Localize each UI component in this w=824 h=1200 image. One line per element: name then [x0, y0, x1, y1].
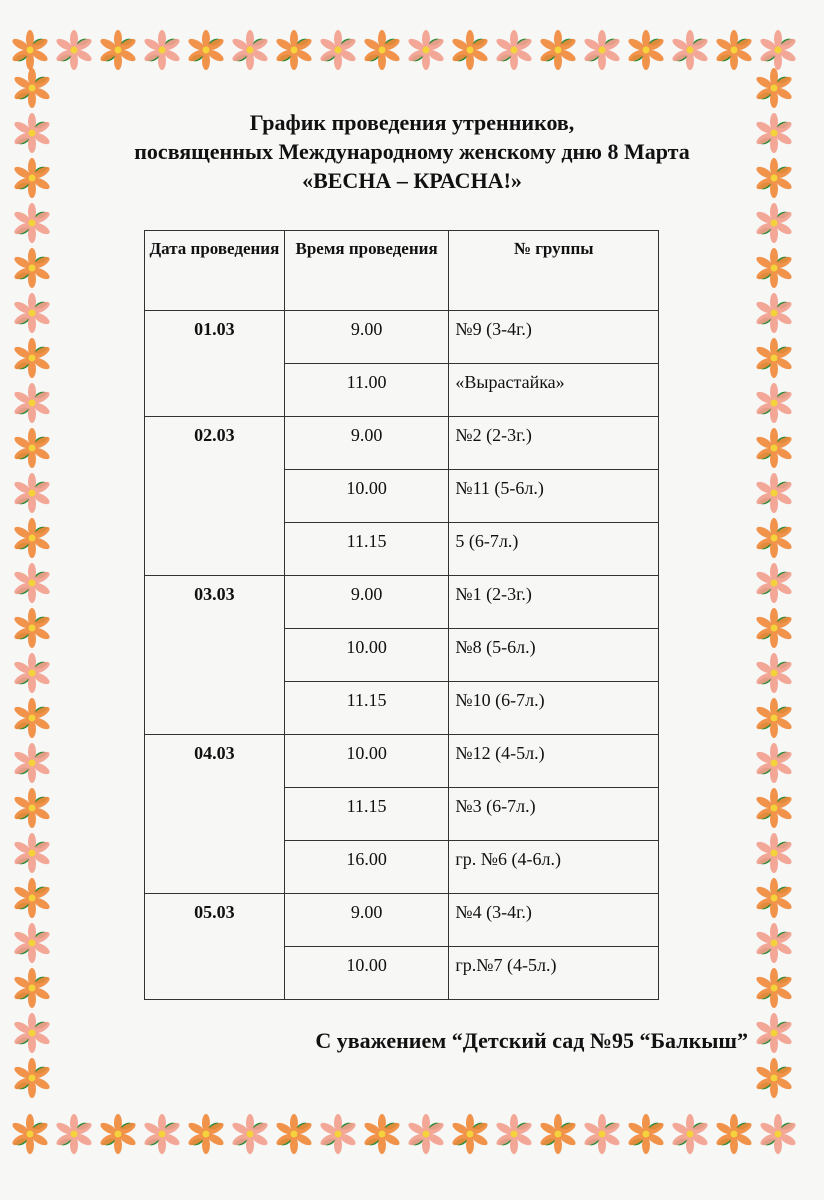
poinsettia-flower-icon	[494, 1114, 534, 1154]
group-cell: №1 (2-3г.)	[449, 576, 659, 629]
date-cell: 05.03	[145, 894, 285, 1000]
poinsettia-flower-icon	[406, 30, 446, 70]
poinsettia-flower-icon	[670, 30, 710, 70]
poinsettia-flower-icon	[714, 1114, 754, 1154]
schedule-table	[144, 230, 659, 1000]
page-title	[60, 108, 764, 195]
poinsettia-flower-icon	[714, 30, 754, 70]
poinsettia-flower-icon	[754, 428, 794, 468]
group-cell: №9 (3-4г.)	[449, 311, 659, 364]
poinsettia-flower-icon	[12, 1013, 52, 1053]
title-line-2: посвященных Международному женскому дню 8 Марта	[134, 139, 690, 164]
group-cell: гр.№7 (4-5л.)	[449, 947, 659, 1000]
poinsettia-flower-icon	[10, 1114, 50, 1154]
date-cell: 04.03	[145, 735, 285, 894]
time-cell: 9.00	[284, 311, 449, 364]
poinsettia-flower-icon	[754, 608, 794, 648]
poinsettia-flower-icon	[12, 563, 52, 603]
poinsettia-flower-icon	[230, 30, 270, 70]
date-cell: 03.03	[145, 576, 285, 735]
table-row	[145, 735, 659, 788]
table-row	[145, 894, 659, 947]
poinsettia-flower-icon	[754, 1013, 794, 1053]
poinsettia-flower-icon	[318, 1114, 358, 1154]
poinsettia-flower-icon	[12, 1058, 52, 1098]
poinsettia-flower-icon	[12, 113, 52, 153]
poinsettia-flower-icon	[406, 1114, 446, 1154]
poinsettia-flower-icon	[754, 1058, 794, 1098]
poinsettia-flower-icon	[12, 698, 52, 738]
poinsettia-flower-icon	[10, 30, 50, 70]
time-cell: 10.00	[284, 470, 449, 523]
poinsettia-flower-icon	[54, 30, 94, 70]
poinsettia-flower-icon	[758, 30, 798, 70]
poinsettia-flower-icon	[362, 30, 402, 70]
poinsettia-flower-icon	[754, 968, 794, 1008]
poinsettia-flower-icon	[754, 833, 794, 873]
poinsettia-flower-icon	[754, 653, 794, 693]
poinsettia-flower-icon	[754, 383, 794, 423]
poinsettia-flower-icon	[274, 30, 314, 70]
poinsettia-flower-icon	[538, 1114, 578, 1154]
poinsettia-flower-icon	[450, 30, 490, 70]
flower-border-bottom	[10, 1112, 800, 1156]
group-cell: №10 (6-7л.)	[449, 682, 659, 735]
poinsettia-flower-icon	[318, 30, 358, 70]
flower-border-right	[752, 68, 796, 1114]
poinsettia-flower-icon	[12, 608, 52, 648]
time-cell: 9.00	[284, 894, 449, 947]
poinsettia-flower-icon	[12, 203, 52, 243]
poinsettia-flower-icon	[12, 248, 52, 288]
poinsettia-flower-icon	[12, 518, 52, 558]
time-cell: 10.00	[284, 947, 449, 1000]
group-cell: гр. №6 (4-6л.)	[449, 841, 659, 894]
header-date: Дата проведения	[145, 231, 285, 311]
flower-border-top	[10, 28, 800, 72]
poinsettia-flower-icon	[582, 30, 622, 70]
poinsettia-flower-icon	[274, 1114, 314, 1154]
group-cell: №4 (3-4г.)	[449, 894, 659, 947]
signature: С уважением “Детский сад №95 “Балкыш”	[315, 1028, 748, 1053]
poinsettia-flower-icon	[754, 248, 794, 288]
poinsettia-flower-icon	[98, 30, 138, 70]
time-cell: 9.00	[284, 576, 449, 629]
poinsettia-flower-icon	[98, 1114, 138, 1154]
flower-border-left	[10, 68, 54, 1114]
title-line-3: «ВЕСНА – КРАСНА!»	[302, 168, 522, 193]
table-row	[145, 311, 659, 364]
title-line-1: График проведения утренников,	[249, 110, 575, 135]
poinsettia-flower-icon	[758, 1114, 798, 1154]
group-cell: 5 (6-7л.)	[449, 523, 659, 576]
poinsettia-flower-icon	[754, 743, 794, 783]
poinsettia-flower-icon	[626, 30, 666, 70]
header-time: Время проведения	[284, 231, 449, 311]
poinsettia-flower-icon	[142, 30, 182, 70]
poinsettia-flower-icon	[12, 653, 52, 693]
poinsettia-flower-icon	[12, 338, 52, 378]
time-cell: 11.15	[284, 788, 449, 841]
time-cell: 10.00	[284, 735, 449, 788]
group-cell: «Вырастайка»	[449, 364, 659, 417]
time-cell: 11.00	[284, 364, 449, 417]
poinsettia-flower-icon	[754, 338, 794, 378]
poinsettia-flower-icon	[670, 1114, 710, 1154]
poinsettia-flower-icon	[362, 1114, 402, 1154]
poinsettia-flower-icon	[12, 158, 52, 198]
poinsettia-flower-icon	[754, 68, 794, 108]
poinsettia-flower-icon	[582, 1114, 622, 1154]
poinsettia-flower-icon	[186, 30, 226, 70]
poinsettia-flower-icon	[12, 923, 52, 963]
poinsettia-flower-icon	[12, 68, 52, 108]
time-cell: 10.00	[284, 629, 449, 682]
poinsettia-flower-icon	[12, 383, 52, 423]
poinsettia-flower-icon	[12, 788, 52, 828]
poinsettia-flower-icon	[142, 1114, 182, 1154]
table-row	[145, 576, 659, 629]
group-cell: №2 (2-3г.)	[449, 417, 659, 470]
poinsettia-flower-icon	[450, 1114, 490, 1154]
poinsettia-flower-icon	[754, 473, 794, 513]
poinsettia-flower-icon	[754, 518, 794, 558]
group-cell: №8 (5-6л.)	[449, 629, 659, 682]
poinsettia-flower-icon	[186, 1114, 226, 1154]
poinsettia-flower-icon	[12, 743, 52, 783]
time-cell: 11.15	[284, 523, 449, 576]
poinsettia-flower-icon	[754, 788, 794, 828]
date-cell: 01.03	[145, 311, 285, 417]
poinsettia-flower-icon	[12, 968, 52, 1008]
poinsettia-flower-icon	[54, 1114, 94, 1154]
group-cell: №11 (5-6л.)	[449, 470, 659, 523]
time-cell: 16.00	[284, 841, 449, 894]
date-cell: 02.03	[145, 417, 285, 576]
poinsettia-flower-icon	[230, 1114, 270, 1154]
poinsettia-flower-icon	[12, 878, 52, 918]
header-group: № группы	[449, 231, 659, 311]
group-cell: №3 (6-7л.)	[449, 788, 659, 841]
poinsettia-flower-icon	[754, 203, 794, 243]
poinsettia-flower-icon	[754, 698, 794, 738]
poinsettia-flower-icon	[12, 428, 52, 468]
group-cell: №12 (4-5л.)	[449, 735, 659, 788]
poinsettia-flower-icon	[754, 923, 794, 963]
poinsettia-flower-icon	[626, 1114, 666, 1154]
poinsettia-flower-icon	[12, 833, 52, 873]
poinsettia-flower-icon	[538, 30, 578, 70]
time-cell: 9.00	[284, 417, 449, 470]
poinsettia-flower-icon	[754, 293, 794, 333]
poinsettia-flower-icon	[754, 878, 794, 918]
table-header-row	[145, 231, 659, 311]
poinsettia-flower-icon	[12, 473, 52, 513]
table-row	[145, 417, 659, 470]
poinsettia-flower-icon	[754, 563, 794, 603]
poinsettia-flower-icon	[494, 30, 534, 70]
poinsettia-flower-icon	[12, 293, 52, 333]
time-cell: 11.15	[284, 682, 449, 735]
